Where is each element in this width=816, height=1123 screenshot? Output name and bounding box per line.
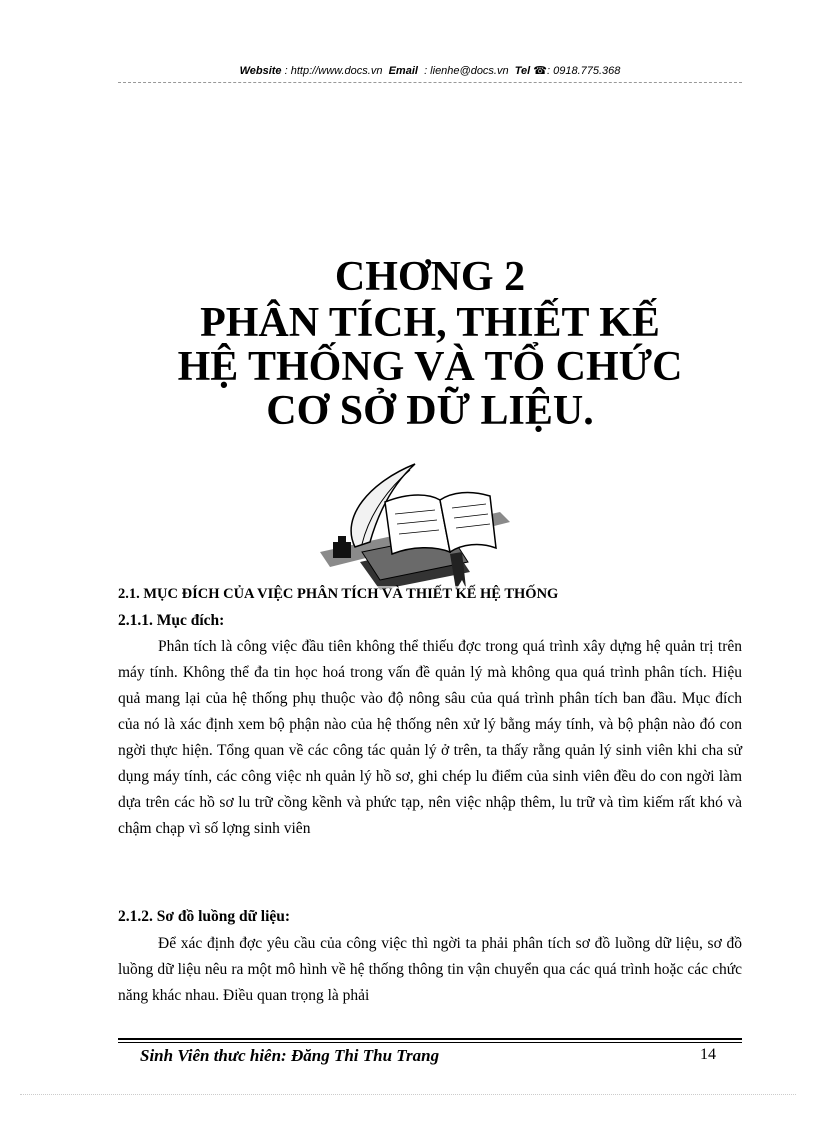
chapter-title-line-1: PHÂN TÍCH, THIẾT KẾ: [200, 300, 660, 346]
section-heading-2-1-1: 2.1.1. Mục đích:: [118, 612, 225, 629]
tel-label: Tel: [514, 65, 531, 77]
paragraph-purpose: [118, 634, 742, 842]
page-number: 14: [700, 1046, 716, 1063]
paragraph-data-flow-text: Để xác định đợc yêu cầu của công việc thì ngời ta phải phân tích sơ đồ luồng dữ liệu, sơ đồ luồng dữ liệu nêu ra một mô hình về hệ thống thông tin vận chuyển qua các quá trình hoặc các chức năng khác nhau. Điều quan trọng là phải: [118, 935, 742, 1004]
footer-rule-thin: [118, 1042, 742, 1043]
page-bottom-divider: [20, 1094, 796, 1095]
header-rule: [118, 82, 742, 83]
page-header: [118, 64, 742, 77]
email-value[interactable]: : lienhe@docs.vn: [424, 65, 509, 77]
email-label: Email: [388, 65, 418, 77]
section-heading-2-1-2: 2.1.2. Sơ đồ luồng dữ liệu:: [118, 908, 291, 925]
website-label: Website: [239, 65, 282, 77]
website-value[interactable]: : http://www.docs.vn: [284, 65, 383, 77]
chapter-title-line-2: HỆ THỐNG VÀ TỔ CHỨC: [177, 344, 683, 390]
chapter-title-line-3: CƠ SỞ DỮ LIỆU.: [266, 388, 594, 434]
tel-value: : 0918.775.368: [547, 65, 621, 77]
footer-author: Sinh Viên thưc hiên: Đăng Thi Thu Trang: [140, 1046, 440, 1065]
book-quill-icon: [300, 462, 520, 592]
paragraph-purpose-text: Phân tích là công việc đầu tiên không thể thiếu đợc trong quá trình xây dựng hệ quản trị trên máy tính. Không thể đa tin học hoá trong vấn đề quản lý mà không qua quá trình phân tích. Hiệu quả mang lại của hệ thống phụ thuộc vào độ nông sâu của quá trình phân tích ban đầu. Mục đích của nó là xác định xem bộ phận nào của hệ thống nên xử lý bằng máy tính, và bộ phận nào đó con ngời thực hiện. Tổng quan về các công tác quản lý ở trên, ta thấy rằng quản lý sinh viên khi cha sử dụng máy tính, các công việc nh quản lý hồ sơ, ghi chép lu điểm của sinh viên đều do con ngời làm dựa trên các hồ sơ lu trữ cồng kềnh và phức tạp, nên việc nhập thêm, lu trữ và tìm kiếm rất khó và chậm chạp vì số lợng sinh viên: [118, 638, 742, 837]
chapter-number: CHƠNG 2: [334, 254, 526, 300]
footer-rule: [118, 1038, 742, 1040]
phone-icon: ☎: [533, 65, 547, 77]
paragraph-data-flow: [118, 931, 742, 1009]
section-heading-2-1: 2.1. MỤC ĐÍCH CỦA VIỆC PHÂN TÍCH VÀ THIẾT KẾ HỆ THỐNG: [118, 586, 559, 602]
